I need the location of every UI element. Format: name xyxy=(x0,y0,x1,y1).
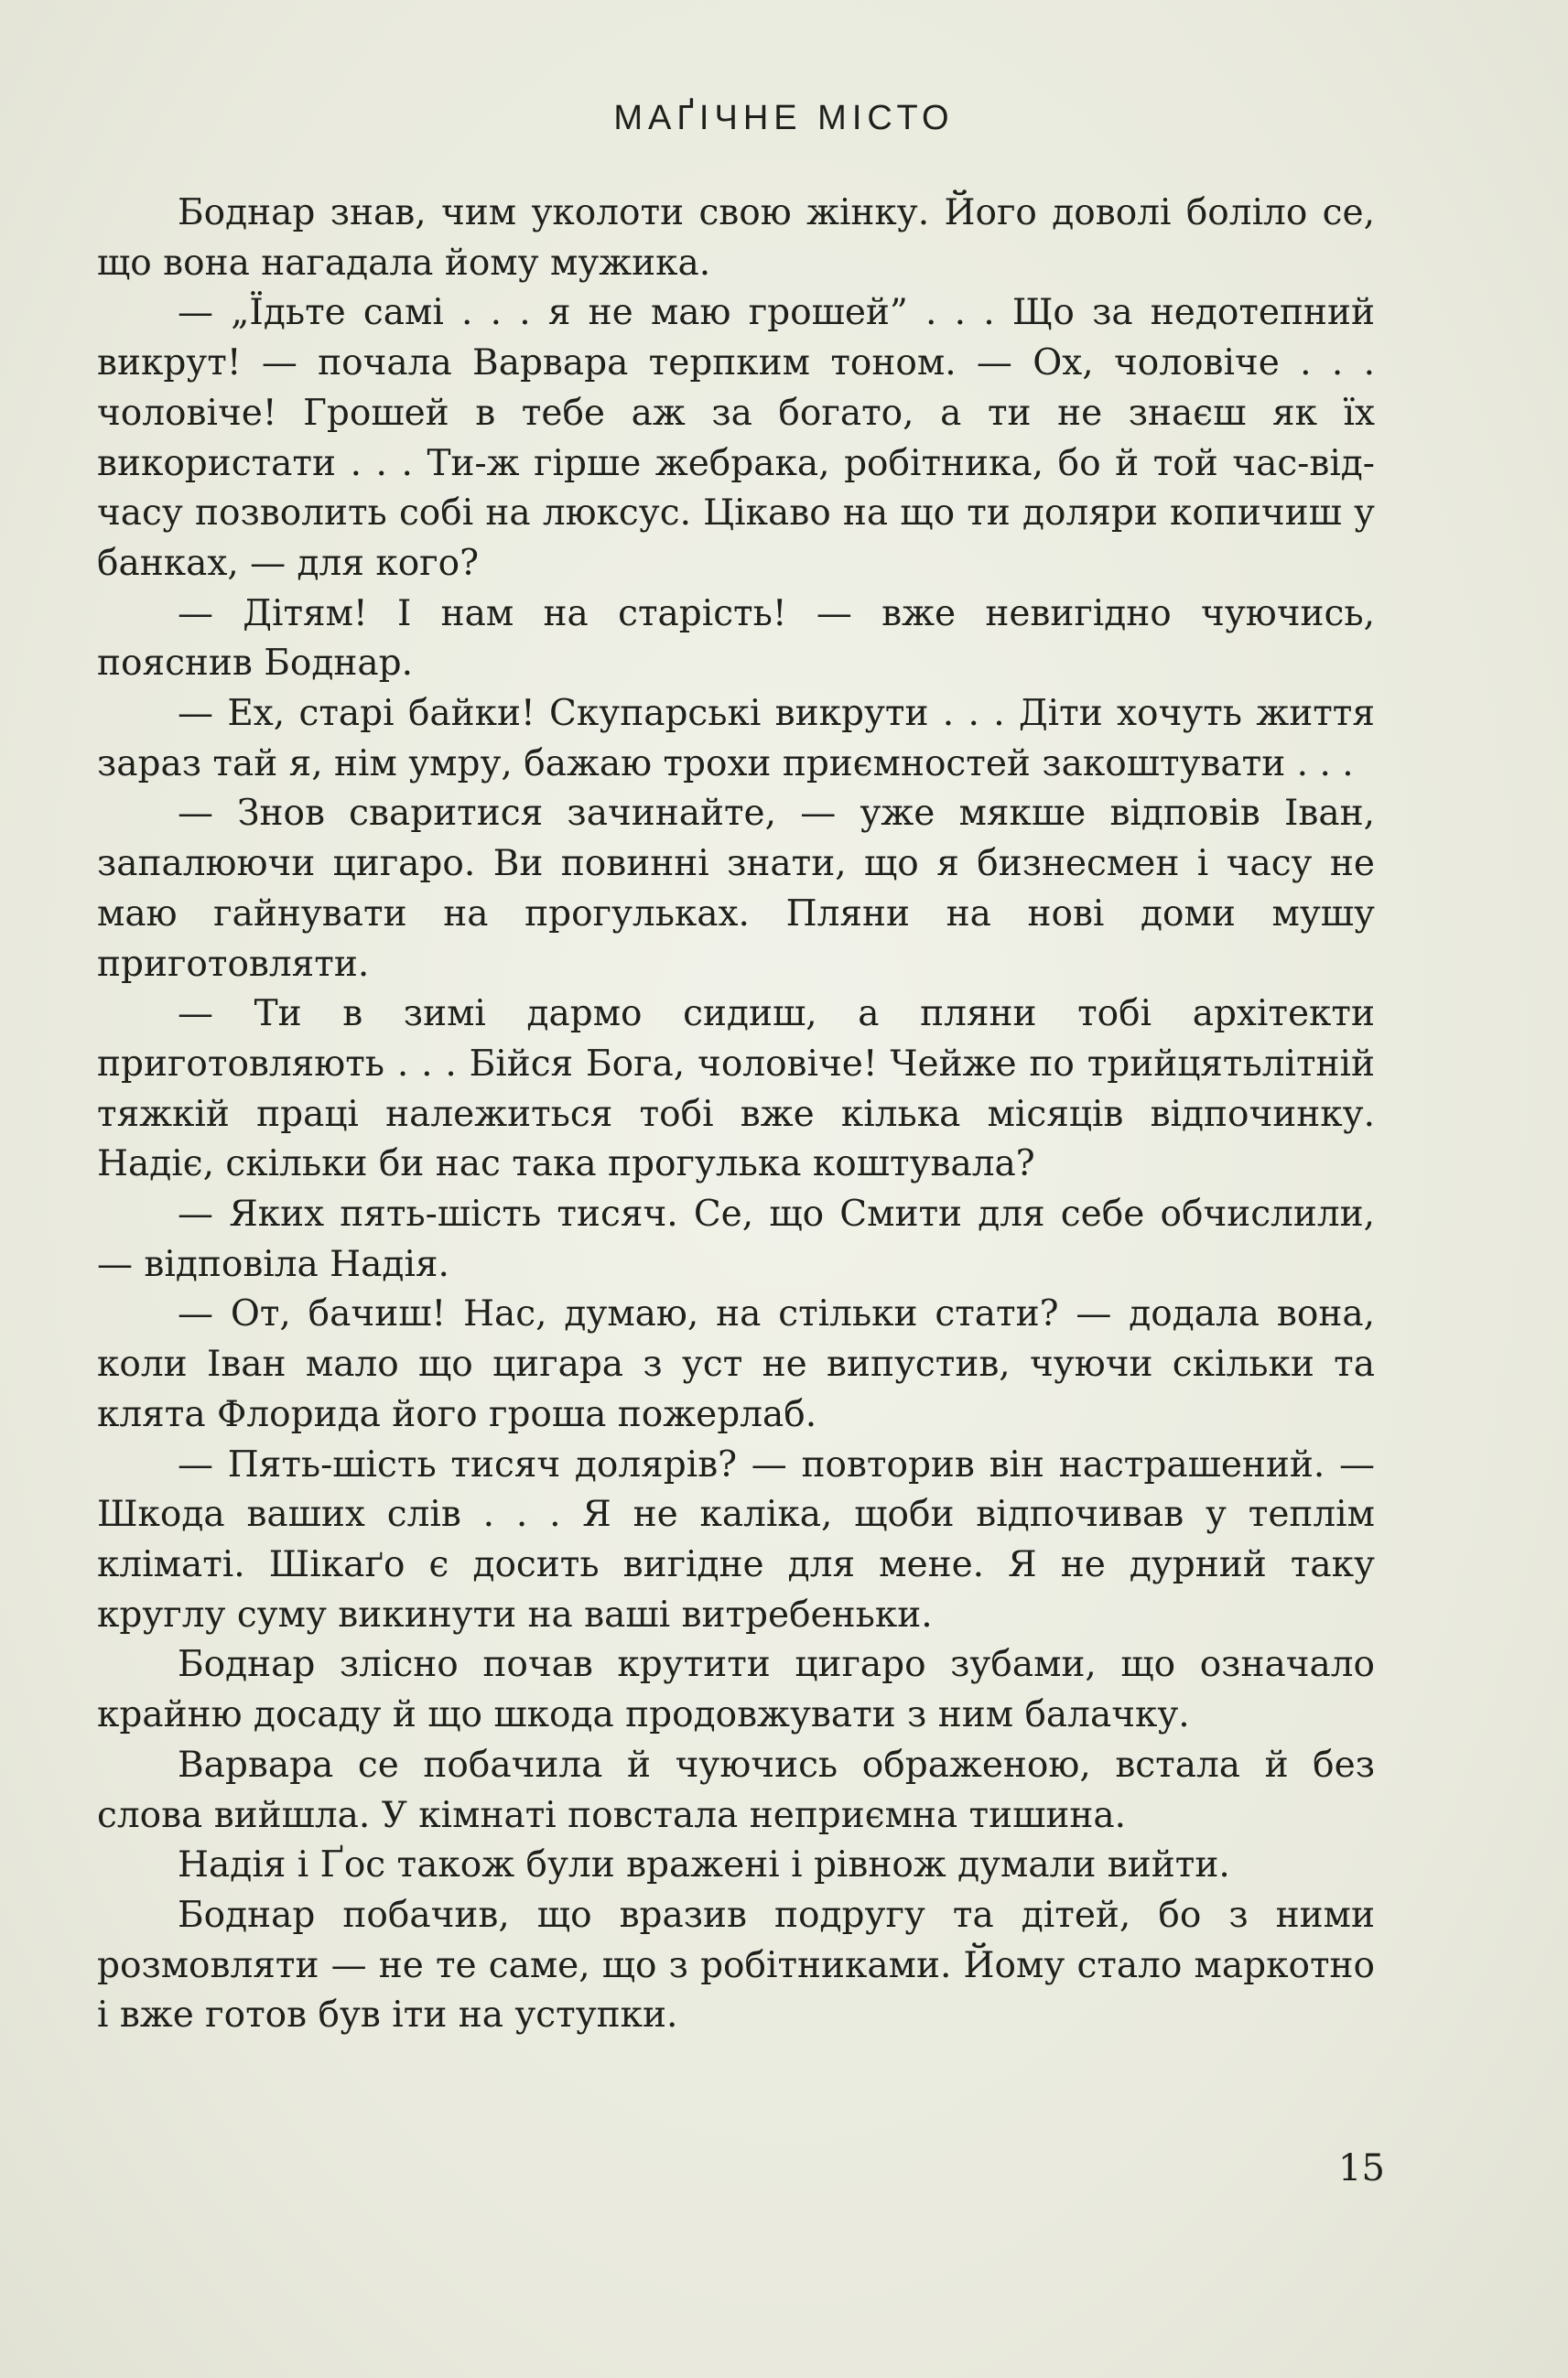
body-text xyxy=(97,189,1375,2041)
paragraph: — Знов сваритися зачинайте, — уже мякше відповів Іван, запалюючи цигаро. Ви повинні знати, що я бизнесмен і часу не маю гайнувати на прогульках. Пляни на нові доми мушу приготовляти. xyxy=(97,793,1375,985)
paragraph: — „Їдьте самі . . . я не маю грошей” . . . Що за недотепний викрут! — почала Варвара терпким тоном. — Ох, чоловіче . . . чоловіче! Грошей в тебе аж за богато, а ти не знаєш як їх використати . . . Ти-ж гірше жебрака, робітника, бо й той час-від-часу позволить собі на люксус. Цікаво на що ти доляри копичиш у банках, — для кого? xyxy=(97,292,1375,584)
paragraph: — Ти в зимі дармо сидиш, а пляни тобі архітекти приготовляють . . . Бійся Бога, чоловіче! Чейже по трийцятьлітній тяжкій праці належиться тобі вже кілька місяців відпочинку. Надіє, скільки би нас така прогулька коштувала? xyxy=(97,993,1375,1185)
paragraph: — Яких пять-шість тисяч. Се, що Смити для себе обчислили, — відповіла Надія. xyxy=(97,1194,1375,1285)
paragraph: Надія і Ґос також були вражені і рівнож думали вийти. xyxy=(178,1844,1230,1886)
paragraph: — Пять-шість тисяч долярів? — повторив він настрашений. — Шкода ваших слів . . . Я не каліка, щоби відпочивав у теплім кліматі. Шікаґо є досить вигідне для мене. Я не дурний таку круглу суму викинути на ваші витребеньки. xyxy=(97,1443,1375,1636)
paragraph: Боднар злісно почав крутити цигаро зубами, що означало крайню досаду й що шкода продовжувати з ним балачку. xyxy=(97,1644,1375,1736)
paragraph: — Ех, старі байки! Скупарські викрути . . . Діти хочуть життя зараз тай я, нім умру, бажаю трохи приємностей закоштувати . . . xyxy=(97,693,1375,784)
paragraph: Боднар знав, чим уколоти свою жінку. Його доволі боліло се, що вона нагадала йому мужика. xyxy=(97,192,1375,284)
paragraph: Боднар побачив, що вразив подругу та дітей, бо з ними розмовляти — не те саме, що з робітниками. Йому стало маркотно і вже готов був іти на уступки. xyxy=(97,1894,1375,2037)
paragraph: — От, бачиш! Нас, думаю, на стільки стати? — додала вона, коли Іван мало що цигара з уст не випустив, чуючи скільки та клята Флорида його гроша пожерлаб. xyxy=(97,1293,1375,1435)
paragraph: Варвара се побачила й чуючись ображеною, встала й без слова вийшла. У кімнаті повстала неприємна тишина. xyxy=(97,1744,1375,1836)
running-head: МАҐІЧНЕ МІСТО xyxy=(613,99,955,137)
page-number: 15 xyxy=(1338,2147,1385,2189)
paragraph: — Дітям! І нам на старість! — вже невигідно чуючись, пояснив Боднар. xyxy=(97,592,1375,685)
